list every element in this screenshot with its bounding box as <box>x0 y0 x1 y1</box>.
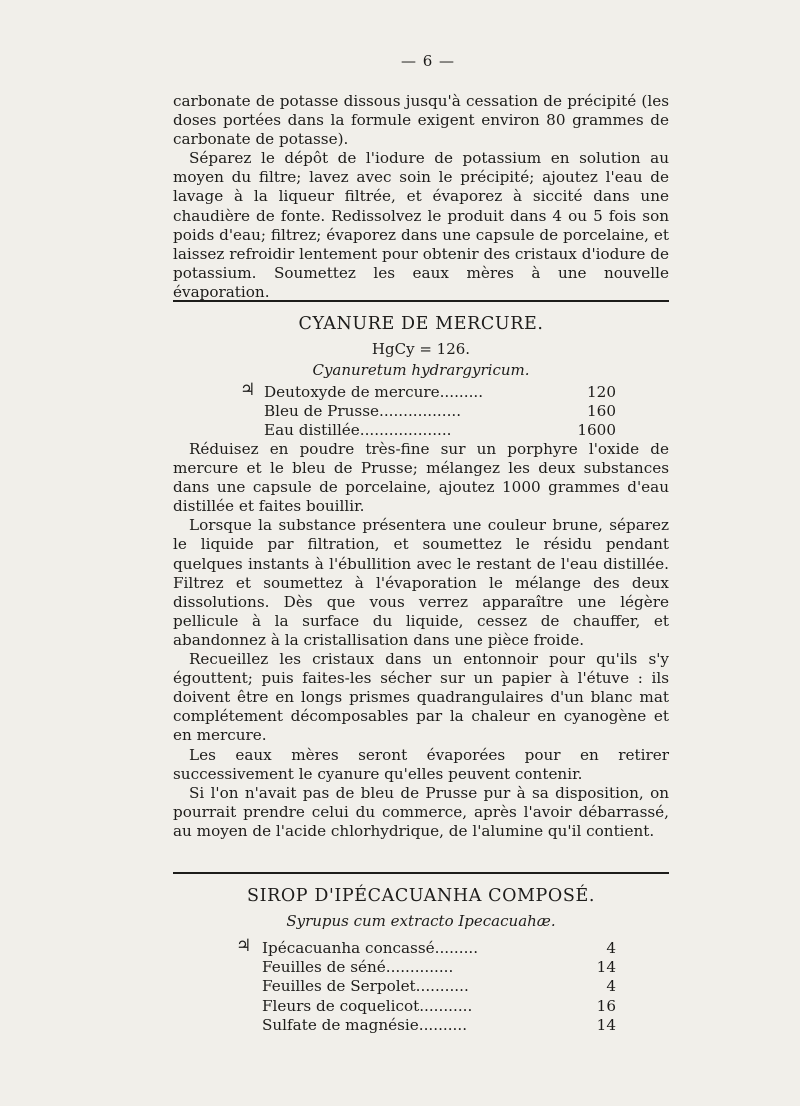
body-paragraph: Si l'on n'avait pas de bleu de Prusse pur à sa disposition, on pourrait prendre celui du commerce, après l'avoir débarrassé, au moyen de l'acide chlorhydrique, de l'alumine qu'il contient. <box>173 783 669 840</box>
intro-paragraph: Séparez le dépôt de l'iodure de potassium en solution au moyen du filtre; lavez avec soin le précipité; ajoutez l'eau de lavage à la liqueur filtrée, et évaporez à siccité dans une chaudière de fonte. Redissolvez le produit dans 4 ou 5 fois son poids d'eau; filtrez; évaporez dans une capsule de porcelaine, et laissez refroidir lentement pour obtenir des cristaux d'iodure de potassium. Soumettez les eaux mères à une nouvelle évaporation. <box>173 149 669 301</box>
ingredient-row <box>264 402 616 421</box>
ingredient-row <box>262 977 616 996</box>
latin-name: Cyanuretum hydrargyricum. <box>312 361 530 379</box>
body-paragraph: Les eaux mères seront évaporées pour en retirer successivement le cyanure qu'elles peuvent contenir. <box>173 745 669 783</box>
ingredient-row <box>264 421 616 440</box>
page-number: — 6 — <box>400 52 456 70</box>
body-paragraph: Recueillez les cristaux dans un entonnoir pour qu'ils s'y égouttent; puis faites-les sécher sur un papier à l'étuve : ils doivent être en longs prismes quadrangulaires d'un blanc mat complétement décomposables par la chaleur en cyanogène et en mercure. <box>173 650 669 745</box>
ingredient-row <box>262 1016 616 1035</box>
ingredient-name: Bleu de Prusse................. <box>264 402 462 421</box>
section-title: SIROP D'IPÉCACUANHA COMPOSÉ. <box>246 886 595 906</box>
ingredient-quantity: 14 <box>596 958 616 977</box>
section-body <box>173 440 669 841</box>
ingredient-quantity: 4 <box>606 939 616 957</box>
section-divider <box>173 300 669 302</box>
ingredient-list <box>262 939 616 1035</box>
ingredient-name: Sulfate de magnésie.......... <box>262 1015 468 1034</box>
chemical-formula: HgCy = 126. <box>371 340 471 358</box>
recipe-symbol: ♃ <box>236 936 252 956</box>
ingredient-quantity: 120 <box>587 383 616 401</box>
ingredient-name: Feuilles de Serpolet........... <box>262 977 469 996</box>
body-paragraph: Lorsque la substance présentera une couleur brune, séparez le liquide par filtration, et soumettez le résidu pendant quelques instants à l'ébullition avec le restant de l'eau distillée. Filtrez et soumettez à l'évaporation le mélange des deux dissolutions. Dès que vous verrez apparaître une légère pellicule à la surface du liquide, cessez de chauffer, et abandonnez à la cristallisation dans une pièce froide. <box>173 516 669 649</box>
intro-text <box>173 92 669 302</box>
recipe-symbol: ♃ <box>240 380 256 400</box>
ingredient-quantity: 4 <box>606 977 616 996</box>
ingredient-quantity: 14 <box>596 1015 616 1034</box>
ingredient-row <box>262 958 616 977</box>
ingredient-row <box>262 997 616 1016</box>
section-divider <box>173 872 669 874</box>
body-paragraph: Réduisez en poudre très-fine sur un porphyre l'oxide de mercure et le bleu de Prusse; mélangez les deux substances dans une capsule de porcelaine, ajoutez 1000 grammes d'eau distillée et faites bouillir. <box>173 440 669 516</box>
ingredient-list <box>264 383 616 441</box>
section-title: CYANURE DE MERCURE. <box>298 314 544 334</box>
ingredient-name: Fleurs de coquelicot........... <box>262 996 473 1015</box>
latin-name: Syrupus cum extracto Ipecacuahæ. <box>286 912 556 930</box>
ingredient-name: Deutoxyde de mercure......... <box>264 383 484 401</box>
intro-paragraph: carbonate de potasse dissous jusqu'à cessation de précipité (les doses portées dans la formule exigent environ 80 grammes de carbonate de potasse). <box>173 92 669 149</box>
ingredient-row <box>262 939 616 958</box>
ingredient-name: Eau distillée................... <box>264 421 452 440</box>
ingredient-quantity: 16 <box>596 996 616 1015</box>
ingredient-name: Feuilles de séné.............. <box>262 958 454 977</box>
ingredient-quantity: 160 <box>587 402 616 421</box>
ingredient-quantity: 1600 <box>577 421 616 440</box>
ingredient-name: Ipécacuanha concassé......... <box>262 939 479 957</box>
ingredient-row <box>264 383 616 402</box>
